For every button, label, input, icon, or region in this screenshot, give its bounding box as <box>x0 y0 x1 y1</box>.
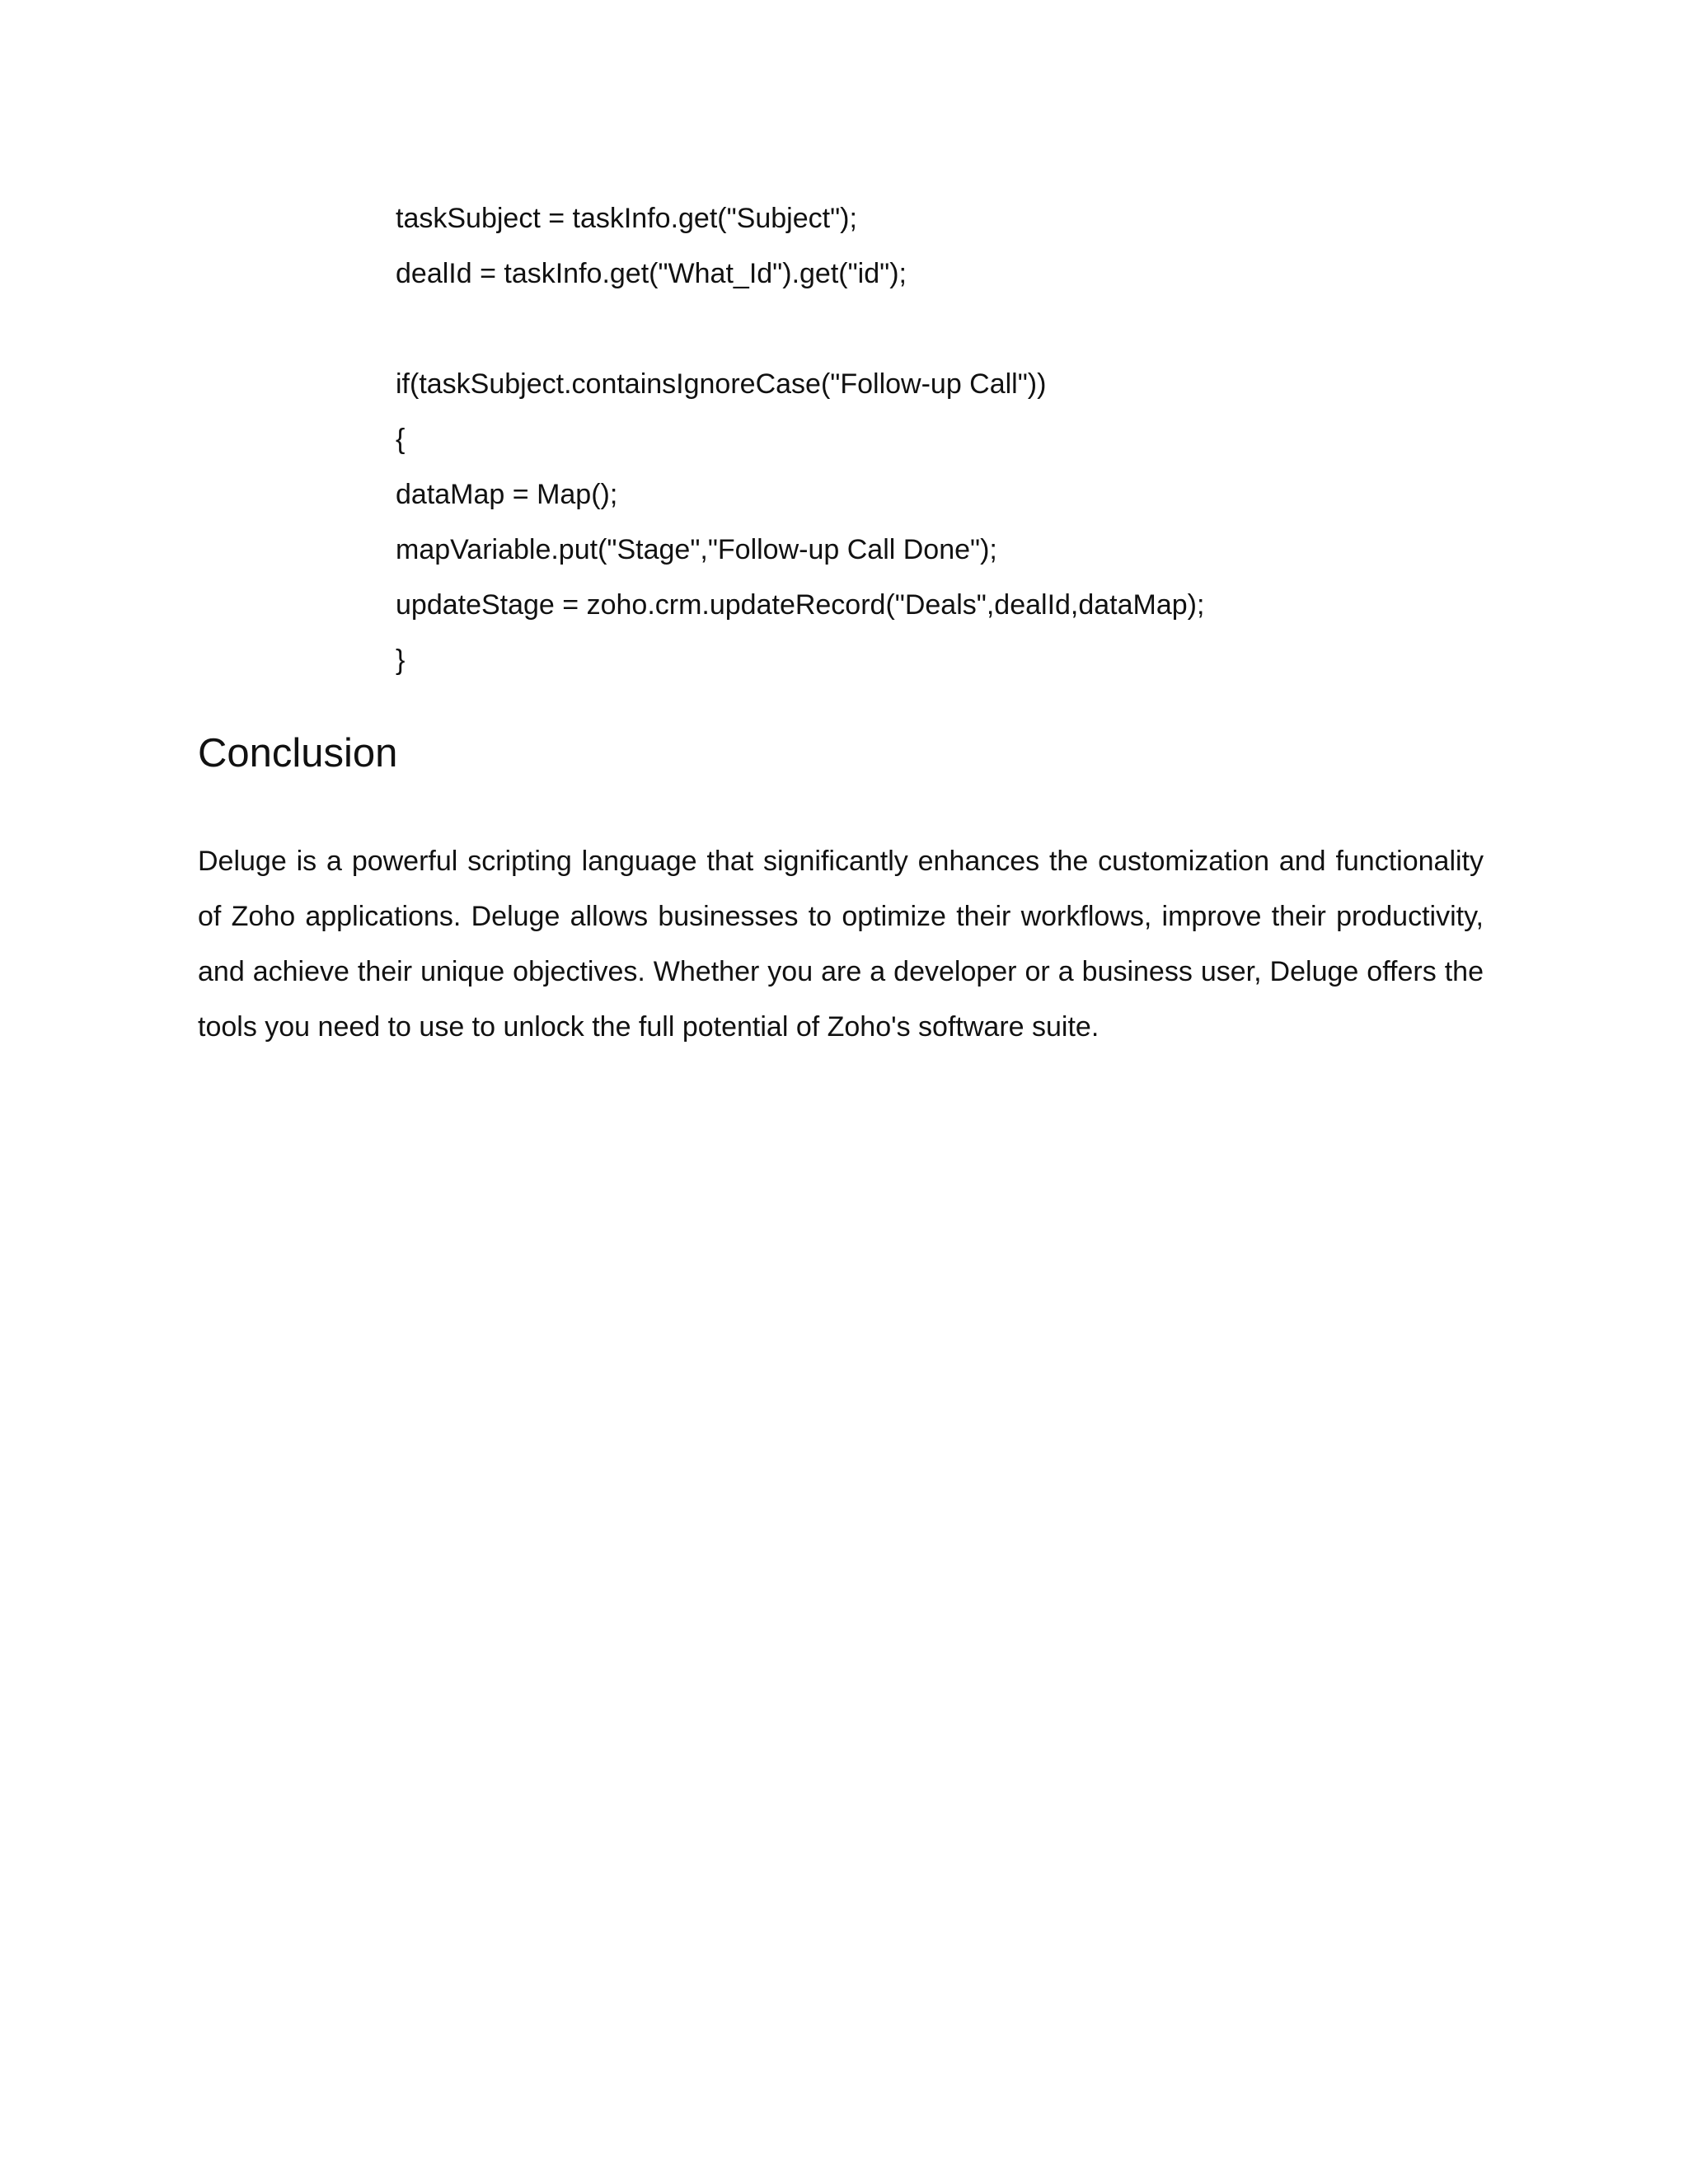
code-line: taskSubject = taskInfo.get("Subject"); <box>396 203 857 234</box>
code-line: mapVariable.put("Stage","Follow-up Call Done"); <box>396 534 997 565</box>
code-line: updateStage = zoho.crm.updateRecord("Deals",dealId,dataMap); <box>396 589 1205 621</box>
conclusion-paragraph: Deluge is a powerful scripting language that significantly enhances the customization and functionality of Zoho applications. Deluge allows businesses to optimize their workflows, improve their productivity, and achieve their unique objectives. Whether you are a developer or a business user, Deluge offers the tools you need to use to unlock the full potential of Zoho's software suite. <box>198 846 1484 1043</box>
code-line: if(taskSubject.containsIgnoreCase("Follow-up Call")) <box>396 368 1047 400</box>
code-line: dealId = taskInfo.get("What_Id").get("id"); <box>396 258 907 289</box>
code-block <box>396 191 1550 688</box>
section-heading: Conclusion <box>198 731 398 776</box>
code-line: { <box>396 424 406 455</box>
code-line: } <box>396 644 406 676</box>
code-line: dataMap = Map(); <box>396 479 618 510</box>
code-line-blank <box>396 302 1550 357</box>
